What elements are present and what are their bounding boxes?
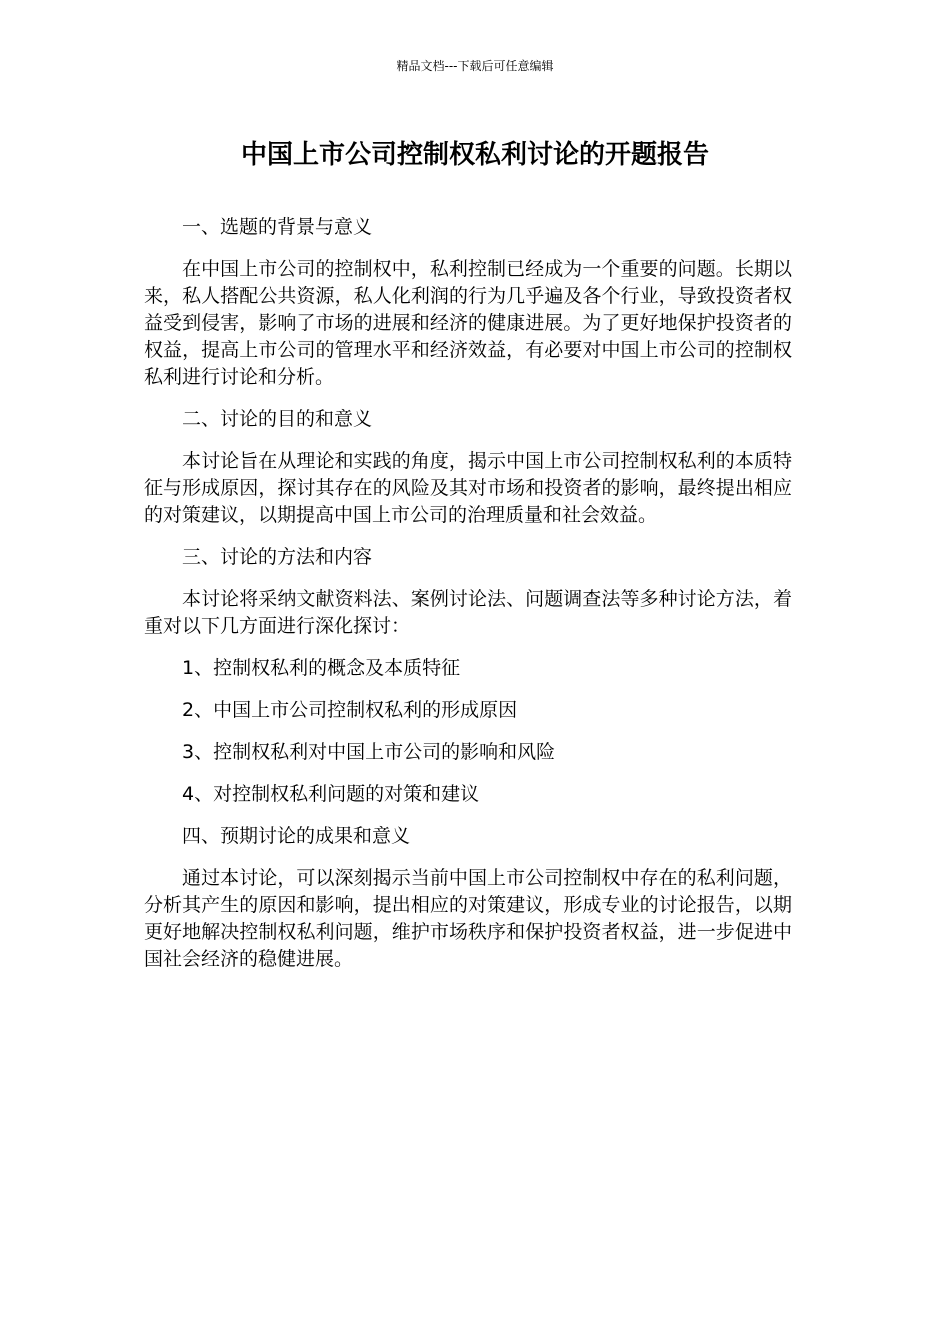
paragraph-outcomes: 通过本讨论，可以深刻揭示当前中国上市公司控制权中存在的私利问题，分析其产生的原因和影响，提出相应的对策建议，形成专业的讨论报告，以期更好地解决控制权私利问题，维护市场秩序和保护投资者权益，进一步促进中国社会经济的稳健进展。 <box>144 867 792 970</box>
paragraph-purpose: 本讨论旨在从理论和实践的角度，揭示中国上市公司控制权私利的本质特征与形成原因，探讨其存在的风险及其对市场和投资者的影响，最终提出相应的对策建议，以期提高中国上市公司的治理质量和社会效益。 <box>144 450 792 526</box>
heading-purpose: 二、讨论的目的和意义 <box>182 408 373 430</box>
document-title: 中国上市公司控制权私利讨论的开题报告 <box>240 140 709 170</box>
document-body <box>144 214 792 988</box>
list-item-1: 1、控制权私利的概念及本质特征 <box>182 657 461 679</box>
paragraph-methods: 本讨论将采纳文献资料法、案例讨论法、问题调查法等多种讨论方法，着重对以下几方面进行深化探讨： <box>144 588 792 637</box>
list-item-3: 3、控制权私利对中国上市公司的影响和风险 <box>182 741 556 763</box>
heading-methods: 三、讨论的方法和内容 <box>182 546 373 568</box>
list-item-4: 4、对控制权私利问题的对策和建议 <box>182 783 480 805</box>
paragraph-background: 在中国上市公司的控制权中，私利控制已经成为一个重要的问题。长期以来，私人搭配公共资源，私人化利润的行为几乎遍及各个行业，导致投资者权益受到侵害，影响了市场的进展和经济的健康进展。为了更好地保护投资者的权益，提高上市公司的管理水平和经济效益，有必要对中国上市公司的控制权私利进行讨论和分析。 <box>144 258 792 388</box>
heading-background: 一、选题的背景与意义 <box>182 216 373 238</box>
list-item-2: 2、中国上市公司控制权私利的形成原因 <box>182 699 518 721</box>
header-watermark: 精品文档---下载后可任意编辑 <box>396 59 554 73</box>
heading-outcomes: 四、预期讨论的成果和意义 <box>182 825 411 847</box>
